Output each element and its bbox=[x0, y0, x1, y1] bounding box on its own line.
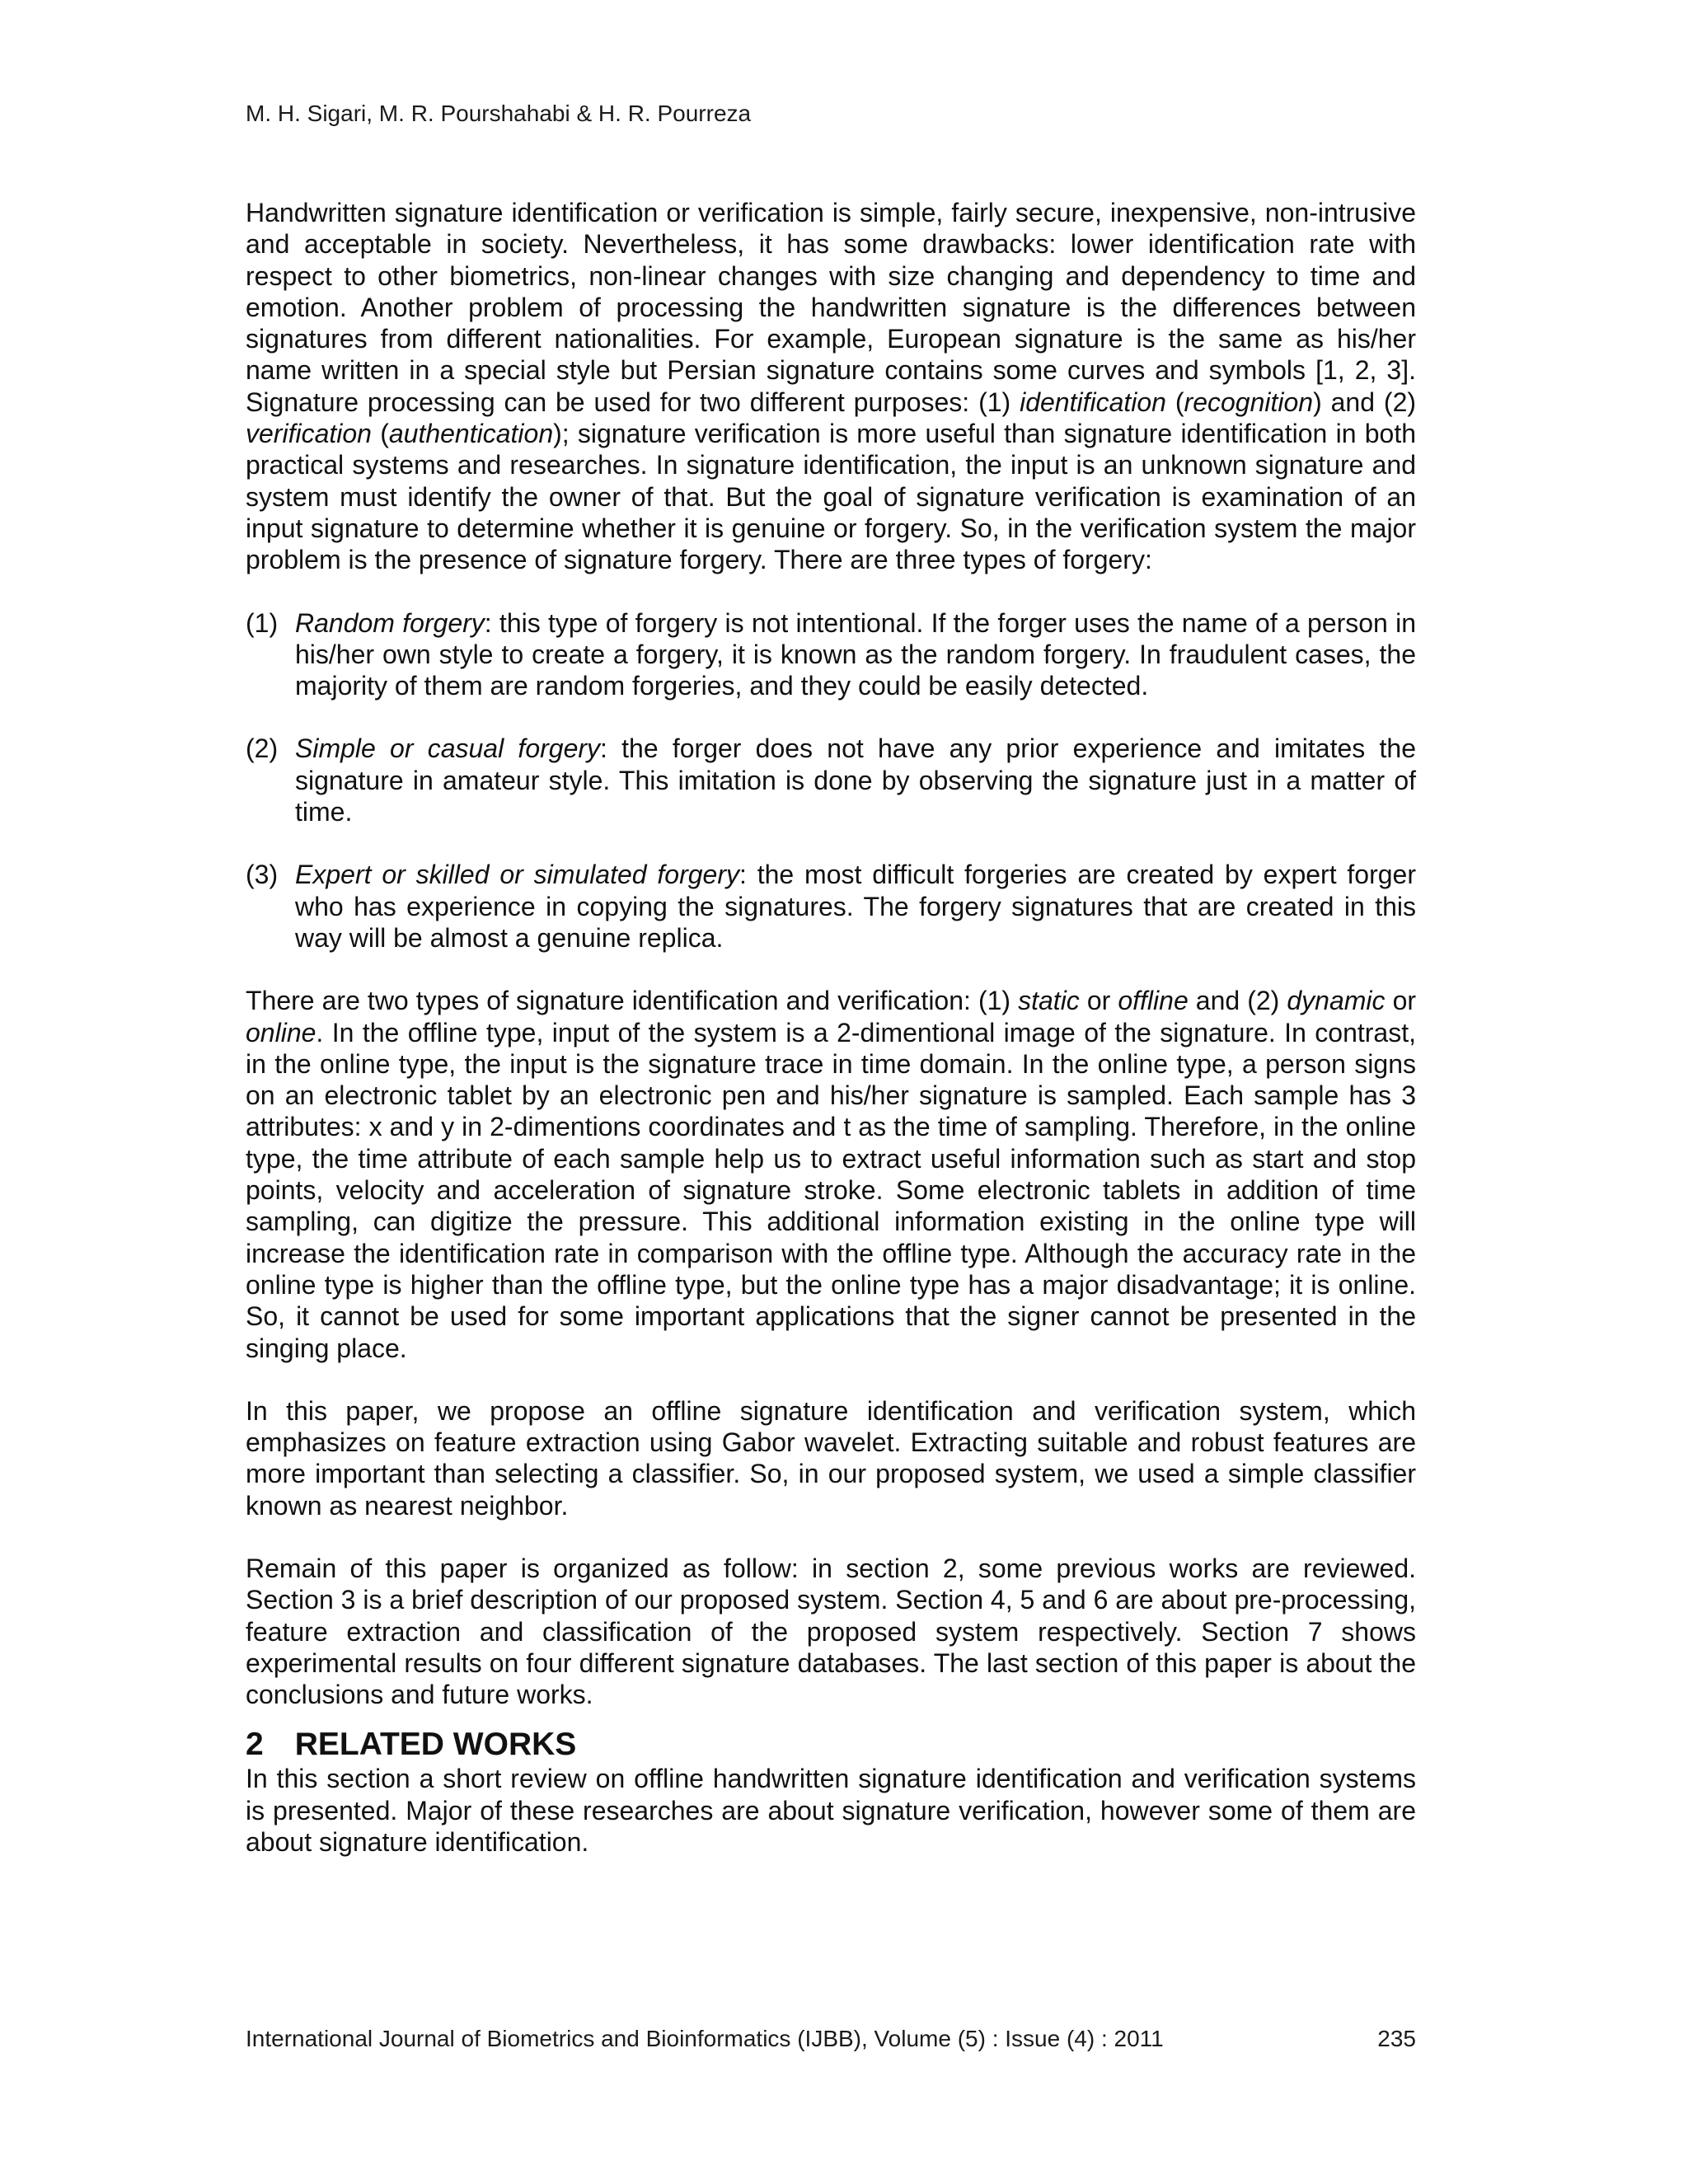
list-item-term: Random forgery bbox=[295, 607, 485, 638]
running-head-authors: M. H. Sigari, M. R. Pourshahabi & H. R. Pourreza bbox=[246, 101, 752, 126]
text-run: Handwritten signature identification or verification is simple, fairly secure, inexpensive, non-intrusive and acceptable in society. Nevertheless, it has some drawbacks: lower identification rate with respect to other biometrics, non-linear changes with size changing and dependency to time and emotion. Another problem of processing the handwritten signature is the differences between signatures from different nationalities. For example, European signature is the same as his/her name written in a special style but Persian signature contains some curves and symbols [1, 2, 3]. Signature processing can be used for two different purposes: (1) bbox=[246, 198, 1416, 417]
text-run: or bbox=[1385, 986, 1417, 1016]
paragraph-gap bbox=[246, 954, 1416, 985]
paragraph-gap bbox=[246, 1521, 1416, 1553]
list-item-text: : the most difficult forgeries are created by expert forger who has experience in copying the signatures. The forgery signatures that are created in this way will be almost a genuine replica. bbox=[295, 860, 1416, 953]
list-item-text: : this type of forgery is not intentional. If the forger uses the name of a person in his/her own style to create a forgery, it is known as the random forgery. In fraudulent cases, the majority of them are random forgeries, and they could be easily detected. bbox=[295, 607, 1417, 701]
footer-journal: International Journal of Biometrics and Bioinformatics (IJBB), Volume (5) : Issue (4) : 2011 bbox=[246, 2026, 1164, 2051]
term-offline: offline bbox=[1118, 986, 1189, 1016]
footer-page-number: 235 bbox=[1377, 2026, 1416, 2051]
page-body bbox=[246, 197, 1416, 1858]
paragraph-gap bbox=[246, 576, 1416, 607]
text-run: . In the offline type, input of the system is a 2-dimentional image of the signature. In contrast, in the online type, the input is the signature trace in time domain. In the online type, a person signs on an electronic tablet by an electronic pen and his/her signature is sampled. Each sample has 3 attributes: x and y in 2-dimentions coordinates and t as the time of sampling. Therefore, in the online type, the time attribute of each sample help us to extract useful information such as start and stop points, velocity and acceleration of signature stroke. Some electronic tablets in addition of time sampling, can digitize the pressure. This additional information existing in the online type will increase the identification rate in comparison with the offline type. Although the accuracy rate in the online type is higher than the offline type, but the online type has a major disadvantage; it is online. So, it cannot be used for some important applications that the signer cannot be presented in the singing place. bbox=[246, 1017, 1416, 1363]
paragraph-types bbox=[246, 985, 1416, 1364]
text-run: ) and (2) bbox=[1313, 387, 1417, 417]
paragraph-organization: Remain of this paper is organized as follow: in section 2, some previous works are reviewed. Section 3 is a brief description of our proposed system. Section 4, 5 and 6 are about pre-processing, feature extraction and classification of the proposed system respectively. Section 7 shows experimental results on four different signature databases. The last section of this paper is about the conclusions and future works. bbox=[246, 1553, 1416, 1710]
forgery-list-item bbox=[246, 733, 1416, 827]
term-identification: identification bbox=[1020, 387, 1166, 417]
text-run: ( bbox=[1165, 387, 1184, 417]
forgery-list-item bbox=[246, 607, 1416, 702]
text-run: ); signature verification is more useful than signature identification in both practical systems and researches. In signature identification, the input is an unknown signature and system must identify the owner of that. But the goal of signature verification is examination of an input signature to determine whether it is genuine or forgery. So, in the verification system the major problem is the presence of signature forgery. There are three types of forgery: bbox=[246, 419, 1416, 575]
text-run: and (2) bbox=[1188, 986, 1287, 1016]
term-authentication: authentication bbox=[388, 419, 554, 449]
list-item-term: Expert or skilled or simulated forgery bbox=[295, 860, 739, 890]
section-title: RELATED WORKS bbox=[294, 1727, 577, 1763]
term-verification: verification bbox=[246, 419, 372, 449]
section-heading bbox=[246, 1727, 1416, 1763]
paragraph-gap bbox=[246, 1364, 1416, 1395]
term-static: static bbox=[1018, 986, 1080, 1016]
list-item-number: (1) bbox=[246, 607, 279, 638]
text-run: ( bbox=[371, 419, 389, 449]
list-item-text: : the forger does not have any prior experience and imitates the signature in amateur style. This imitation is done by observing the signature just in a matter of time. bbox=[295, 733, 1417, 827]
term-dynamic: dynamic bbox=[1287, 986, 1386, 1016]
paragraph-intro bbox=[246, 197, 1416, 576]
paragraph-proposal: In this paper, we propose an offline signature identification and verification system, which emphasizes on feature extraction using Gabor wavelet. Extracting suitable and robust features are more important than selecting a classifier. So, in our proposed system, we used a simple classifier known as nearest neighbor. bbox=[246, 1395, 1416, 1521]
list-item-number: (3) bbox=[246, 860, 279, 890]
term-recognition: recognition bbox=[1184, 387, 1314, 417]
text-run: There are two types of signature identification and verification: (1) bbox=[246, 986, 1019, 1016]
paragraph-related-works: In this section a short review on offline handwritten signature identification and verification systems is presented. Major of these researches are about signature verification, however some of them are about signature identification. bbox=[246, 1764, 1416, 1858]
list-item-number: (2) bbox=[246, 733, 279, 764]
text-run: or bbox=[1079, 986, 1118, 1016]
paragraph-gap bbox=[246, 701, 1416, 733]
list-item-term: Simple or casual forgery bbox=[295, 733, 601, 764]
section-number: 2 bbox=[246, 1727, 264, 1763]
forgery-list-item bbox=[246, 859, 1416, 954]
paragraph-gap bbox=[246, 827, 1416, 859]
page-footer bbox=[246, 2024, 1416, 2054]
term-online: online bbox=[246, 1017, 316, 1047]
